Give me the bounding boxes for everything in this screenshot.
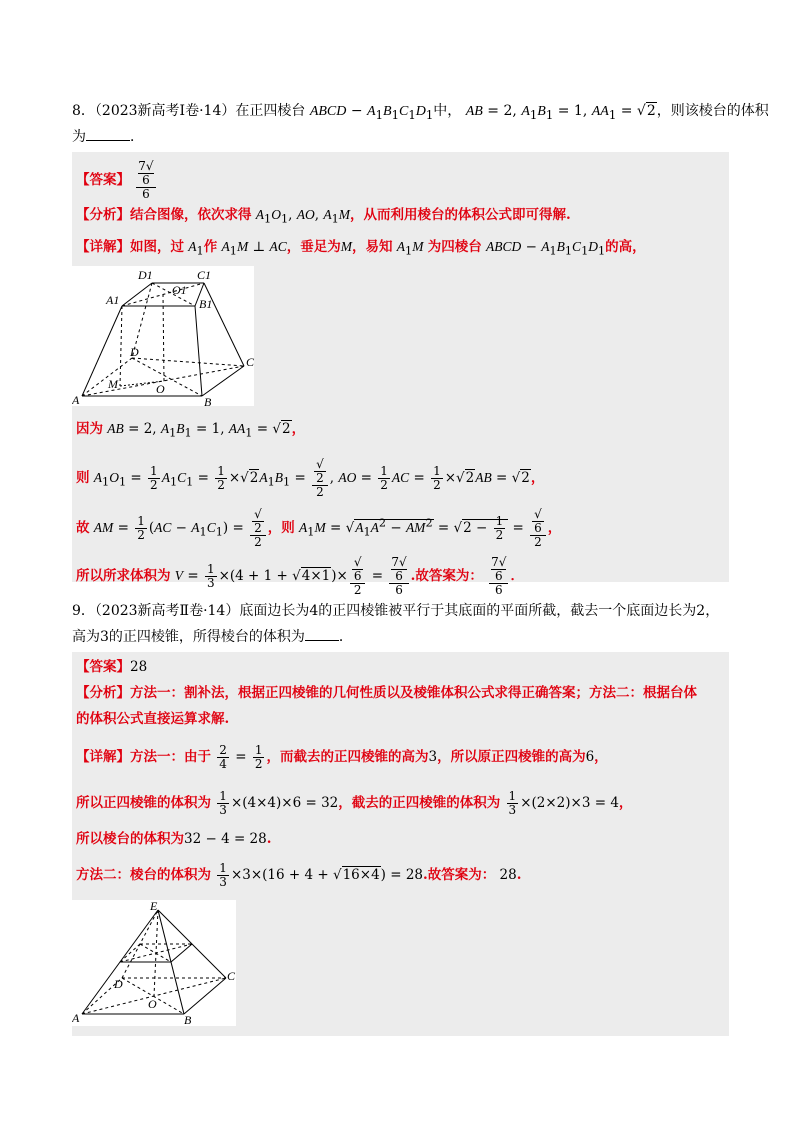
label-A1: A1 <box>106 293 120 307</box>
q9-analysis-2: 的体积公式直接运算求解. <box>76 711 230 727</box>
q8-result: 所以所求体积为 V = $\frac{1}{3}$ ×(4 + 1 + √4×1)× √ 6 2 = 7√ 6 6 .故答案为： 7√ 6 6 ． <box>76 555 524 597</box>
q9-stem-line2: 高为3的正四棱锥，所得棱台的体积为 ． <box>72 626 353 648</box>
q9-subtract: 所以棱台的体积为32 − 4 = 28. <box>76 831 272 847</box>
label-C1: C1 <box>197 268 212 282</box>
q8-analysis: 【分析】结合图像，依次求得 $A_1O_1$, AO, $A_1M$，从而利用棱台的体积公式即可得解. <box>76 207 571 226</box>
label-B: B <box>184 1013 192 1026</box>
pyramid-figure <box>72 900 236 1026</box>
label-E: E <box>150 900 158 913</box>
q9-method1: 【详解】方法一：由于 $\frac{2}{4}$ = $\frac{1}{2}$ ，而截去的正四棱锥的高为3，所以原正四棱锥的高为6， <box>76 743 608 771</box>
answer-fraction: 7√ 6 6 <box>138 159 154 201</box>
label-O1: O1 <box>172 283 187 297</box>
q8-answer: 【答案】 7√ 6 6 <box>76 159 154 201</box>
label-O: O <box>148 997 157 1011</box>
q8-then: 则 $A_1O_1$ = $\frac{1}{2}$ $A_1C_1$ = $\frac{1}{2}$ $\times√2A_1B_1$ = √ 2 2 , AO = $\frac{1}{2}$ AC = $\frac{1}{2}$ ×√2AB = √2， <box>76 457 545 499</box>
frustum-diagram <box>72 266 254 406</box>
frustum-figure <box>72 266 254 406</box>
q9-method2: 方法二：棱台的体积为 $\frac{1}{3}$ ×3×(16 + 4 + √16×4) = 28.故答案为： 28. <box>76 861 522 889</box>
label-B: B <box>204 395 212 406</box>
pyramid-diagram <box>72 900 236 1026</box>
q9-analysis-1: 【分析】方法一：割补法，根据正四棱锥的几何性质以及棱锥体积公式求得正确答案；方法二：根据台体 <box>76 685 697 701</box>
label-C: C <box>246 355 254 369</box>
label-D: D <box>130 345 139 359</box>
label-D1: D1 <box>138 268 153 282</box>
q9-volumes: 所以正四棱锥的体积为 $\frac{1}{3}$ ×(4×4)×6 = 32，截去的正四棱锥的体积为 $\frac{1}{3}$ ×(2×2)×3 = 4， <box>76 789 633 817</box>
q8-stem-line1: 8．（2023新高考Ⅰ卷·14）在正四棱台 ABCD − $A_1B_1C_1D_1$中， AB = 2, $A_1B_1 = 1$, $AA_1 = √2$，则该棱台的体积 <box>72 103 769 122</box>
answer-blank <box>86 126 130 141</box>
q8-detail: 【详解】如图，过 $A_1$作 $A_1M$ ⊥ AC，垂足为M，易知 $A_1M$ 为四棱台 ABCD − $A_1B_1C_1D_1$的高， <box>76 239 646 258</box>
label-C: C <box>227 969 236 983</box>
label-A: A <box>72 393 80 406</box>
q9-answer: 【答案】28 <box>76 659 148 675</box>
label-A: A <box>72 1011 80 1025</box>
label-M: M <box>108 377 118 391</box>
label-D: D <box>114 977 123 991</box>
q8-because: 因为 AB = 2, $A_1B_1 = 1$, $AA_1 = √2$， <box>76 421 306 440</box>
q8-stem-line2: 为 ． <box>72 126 144 148</box>
label-O: O <box>156 382 165 396</box>
label-B1: B1 <box>199 297 213 311</box>
q9-stem-line1: 9．（2023新高考Ⅱ卷·14）底面边长为4的正四棱锥被平行于其底面的平面所截，截去一个底面边长为2， <box>72 603 720 619</box>
q8-so: 故 AM = $\frac{1}{2}$ $(AC - A_1C_1)$ = √ 2 2 ，则 $A_1M = √A_1A^2 - AM^2 = √2$ − $\frac{1}{2}$ = √ 6 2 ， <box>76 507 562 549</box>
answer-blank <box>305 626 339 641</box>
